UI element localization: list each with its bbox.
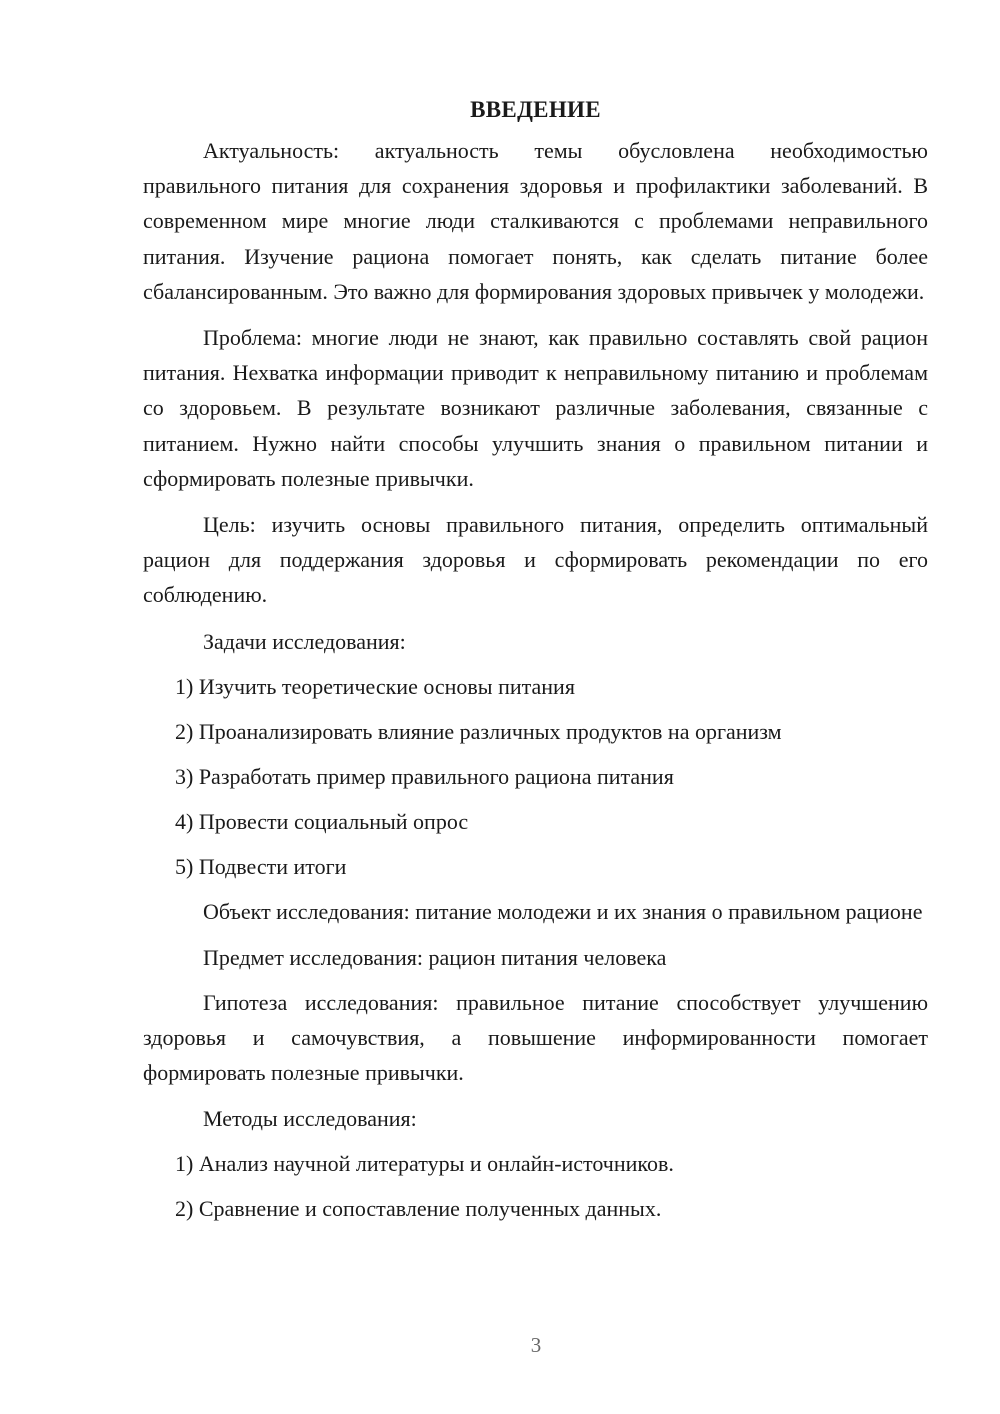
document-page: [143, 92, 928, 1236]
problem-paragraph: Проблема: многие люди не знают, как правильно составлять свой рацион питания. Нехватка информации приводит к неправильному питанию и проблемам со здоровьем. В результате возникают различные заболевания, связанные с питанием. Нужно найти способы улучшить знания о правильном питании и сформировать полезные привычки.: [143, 325, 928, 491]
section-title: ВВЕДЕНИЕ: [470, 97, 601, 122]
hypothesis-paragraph: Гипотеза исследования: правильное питание способствует улучшению здоровья и самочувствия, а повышение информированности помогает формировать полезные привычки.: [143, 989, 928, 1086]
method-item: 1) Анализ научной литературы и онлайн-источников.: [175, 1151, 674, 1177]
methods-list: [143, 1146, 928, 1226]
methods-heading: Методы исследования:: [203, 1106, 417, 1132]
page-number: 3: [530, 1333, 542, 1357]
goal-paragraph: Цель: изучить основы правильного питания, определить оптимальный рацион для поддержания здоровья и сформировать рекомендации по его соблюдению.: [143, 512, 928, 608]
task-item: 1) Изучить теоретические основы питания: [175, 673, 575, 699]
tasks-heading: Задачи исследования:: [203, 628, 406, 654]
tasks-list: [143, 669, 928, 884]
method-item: 2) Сравнение и сопоставление полученных данных.: [175, 1196, 662, 1222]
task-item: 2) Проанализировать влияние различных продуктов на организм: [175, 718, 782, 744]
subject-paragraph: Предмет исследования: рацион питания человека: [203, 944, 667, 970]
object-paragraph: Объект исследования: питание молодежи и их знания о правильном рационе: [203, 898, 923, 924]
task-item: 3) Разработать пример правильного рациона питания: [175, 763, 674, 789]
relevance-paragraph: Актуальность: актуальность темы обусловлена необходимостью правильного питания для сохранения здоровья и профилактики заболеваний. В современном мире многие люди сталкиваются с проблемами неправильного питания. Изучение рациона помогает понять, как сделать питание более сбалансированным. Это важно для формирования здоровых привычек у молодежи.: [143, 138, 928, 304]
task-item: 5) Подвести итоги: [175, 853, 347, 879]
task-item: 4) Провести социальный опрос: [175, 808, 469, 834]
